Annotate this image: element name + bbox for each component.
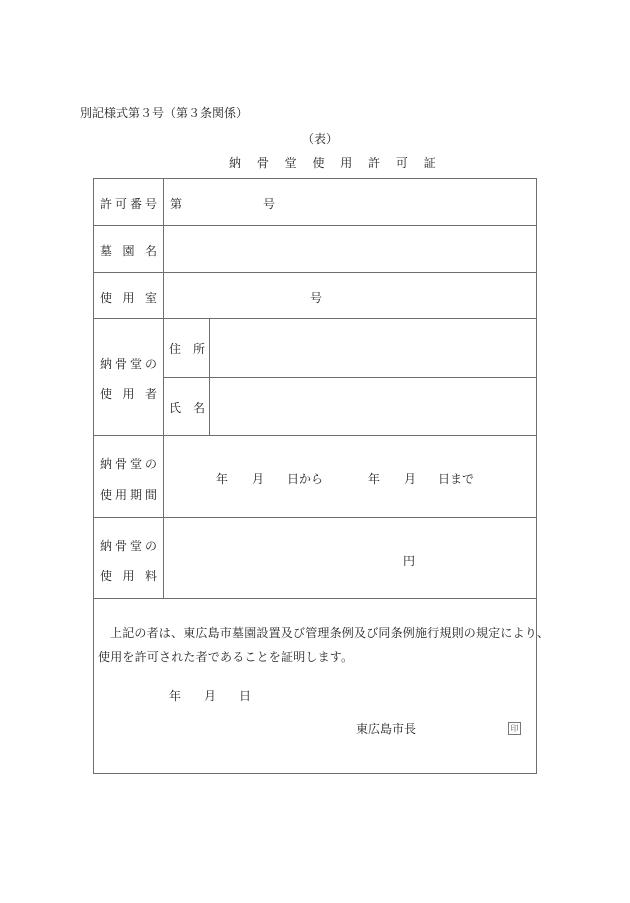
page-title: 納 骨 堂 使 用 許 可 証 <box>229 156 442 170</box>
row-divider <box>93 598 537 599</box>
issue-date-month: 月 <box>204 689 217 703</box>
form-reference: 別記様式第３号（第３条関係） <box>80 106 249 120</box>
label-char: 使 <box>100 569 113 583</box>
fee-field[interactable] <box>164 518 536 598</box>
address-field[interactable] <box>210 319 536 377</box>
period-to-year: 年 <box>368 472 381 486</box>
label-char: 納 <box>100 457 113 471</box>
label-char: 使 <box>100 488 113 502</box>
name-label <box>169 399 205 416</box>
label-char: 名 <box>192 401 205 415</box>
cemetery-name-label <box>100 242 157 259</box>
label-char: 用 <box>122 291 135 305</box>
name-field[interactable] <box>210 378 536 435</box>
side-label: （表） <box>302 132 339 146</box>
label-char: 園 <box>122 244 135 258</box>
label-char: 骨 <box>114 457 127 471</box>
user-label-line2 <box>100 385 157 402</box>
room-label <box>100 289 157 306</box>
label-char: の <box>144 457 157 471</box>
label-char: 使 <box>100 387 113 401</box>
label-char: の <box>144 357 157 371</box>
label-char: 骨 <box>114 539 127 553</box>
label-char: 者 <box>144 387 157 401</box>
label-char: 号 <box>144 197 157 211</box>
label-char: 名 <box>144 244 157 258</box>
certification-line1: 上記の者は、東広島市墓園設置及び管理条例及び同条例施行規則の規定により、 <box>110 626 550 640</box>
permit-number-label <box>100 195 157 212</box>
period-label-line2 <box>100 486 157 503</box>
certification-line2: 使用を許可された者であることを証明します。 <box>98 650 354 664</box>
permit-number-field[interactable] <box>164 179 536 225</box>
label-char: 用 <box>122 387 135 401</box>
label-char: 所 <box>192 342 205 356</box>
fee-unit: 円 <box>403 554 416 568</box>
fee-label-line2 <box>100 567 157 584</box>
label-char: 料 <box>144 569 157 583</box>
label-char: 使 <box>100 291 113 305</box>
table-border-right <box>536 178 537 774</box>
label-char: 可 <box>114 197 127 211</box>
issuer-name: 東広島市長 <box>356 722 417 736</box>
label-char: 納 <box>100 357 113 371</box>
user-label-line1 <box>100 355 157 372</box>
permit-number-prefix: 第 <box>170 197 183 211</box>
fee-label-line1 <box>100 537 157 554</box>
address-label <box>169 340 205 357</box>
label-char: 住 <box>169 342 182 356</box>
label-char: 納 <box>100 539 113 553</box>
seal-mark-icon: 印 <box>508 722 521 735</box>
label-char: 許 <box>100 197 113 211</box>
label-char: 墓 <box>100 244 113 258</box>
issue-date-year: 年 <box>169 689 182 703</box>
label-char: 期 <box>129 488 142 502</box>
label-char: 番 <box>129 197 142 211</box>
period-to-day: 日まで <box>438 472 475 486</box>
table-border-left <box>93 178 94 774</box>
permit-number-suffix: 号 <box>263 197 276 211</box>
period-from-year: 年 <box>216 472 229 486</box>
room-field[interactable] <box>164 273 536 318</box>
label-char: 間 <box>144 488 157 502</box>
room-suffix: 号 <box>310 291 323 305</box>
label-char: 堂 <box>129 539 142 553</box>
period-from-day: 日から <box>287 472 324 486</box>
label-char: 堂 <box>129 457 142 471</box>
label-char: 堂 <box>129 357 142 371</box>
period-label-line1 <box>100 455 157 472</box>
cemetery-name-field[interactable] <box>164 226 536 272</box>
issue-date-day: 日 <box>239 689 252 703</box>
label-char: 用 <box>122 569 135 583</box>
label-char: 室 <box>144 291 157 305</box>
label-char: の <box>144 539 157 553</box>
period-to-month: 月 <box>404 472 417 486</box>
table-border-bottom <box>93 773 537 774</box>
period-from-month: 月 <box>252 472 265 486</box>
label-char: 骨 <box>114 357 127 371</box>
label-char: 用 <box>114 488 127 502</box>
label-char: 氏 <box>169 401 182 415</box>
